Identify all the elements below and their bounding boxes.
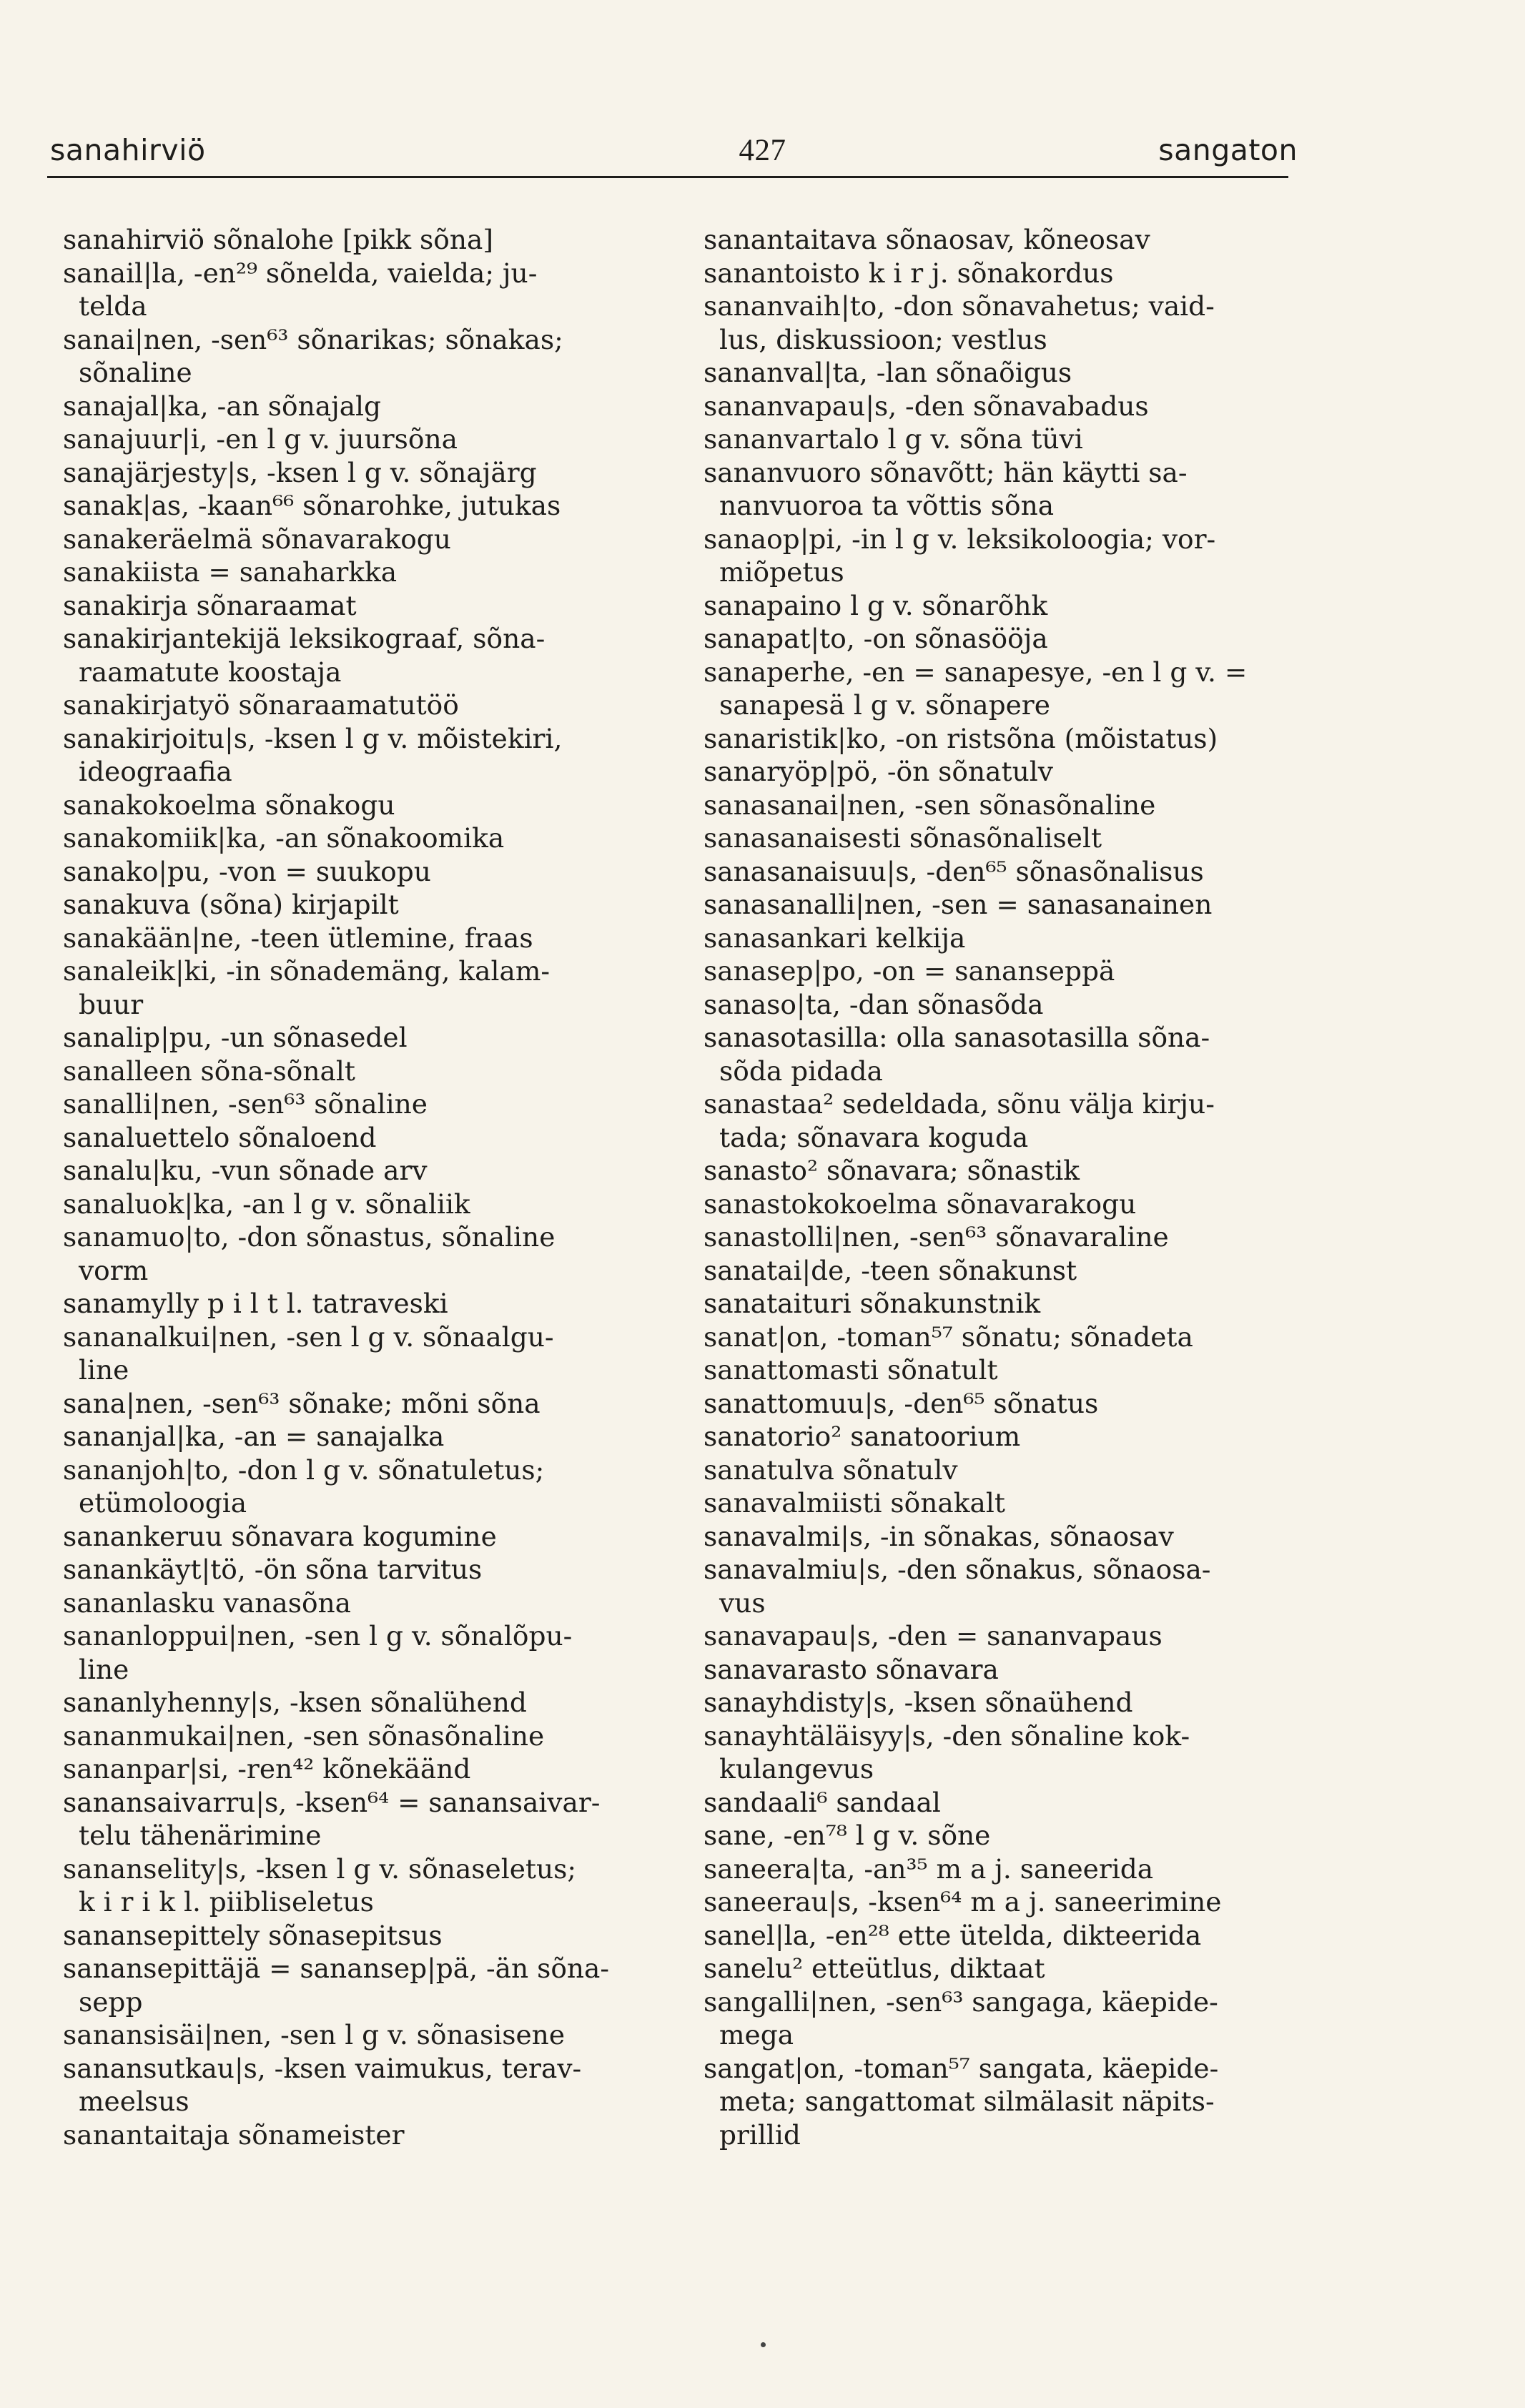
dictionary-entry: [63, 1752, 649, 1786]
entry-line: sanattomasti sõnatult: [704, 1354, 998, 1386]
dictionary-entry: [63, 390, 649, 423]
entry-line: sanamylly p i l t l. tatraveski: [63, 1288, 448, 1319]
entry-line: sangat|on, -toman⁵⁷ sangata, käepide-: [704, 2052, 1219, 2084]
entry-line: sanakomiik|ka, -an sõnakoomika: [63, 822, 505, 854]
entry-line: sanapat|to, -on sõnasööja: [704, 623, 1048, 654]
dictionary-entry: [63, 1021, 649, 1055]
entry-line: sanakokoelma sõnakogu: [63, 789, 395, 821]
dictionary-entry: [704, 1686, 1290, 1719]
entry-continuation: tada; sõnavara koguda: [719, 1121, 1029, 1153]
entry-line: sananvaih|to, -don sõnavahetus; vaid-: [704, 290, 1215, 322]
entry-line: sanatorio² sanatoorium: [704, 1421, 1021, 1452]
entry-line: sanankeruu sõnavara kogumine: [63, 1520, 497, 1552]
entry-line: sananalkui|nen, -sen l g v. sõnaalgu-: [63, 1321, 554, 1353]
dictionary-entry: [63, 888, 649, 922]
entry-line: sanelu² etteütlus, diktaat: [704, 1953, 1045, 1984]
dictionary-entry: [704, 1220, 1290, 1254]
dictionary-entry: [63, 1952, 649, 2018]
entry-line: sanansaivarru|s, -ksen⁶⁴ = sanansaivar-: [63, 1786, 601, 1818]
entry-line: sanat|on, -toman⁵⁷ sõnatu; sõnadeta: [704, 1321, 1193, 1353]
entry-line: sanako|pu, -von = suukopu: [63, 855, 431, 887]
entry-line: sanatai|de, -teen sõnakunst: [704, 1254, 1077, 1286]
dictionary-entry: [704, 821, 1290, 855]
entry-line: sane, -en⁷⁸ l g v. sõne: [704, 1820, 991, 1851]
entry-line: sanasankari kelkija: [704, 922, 966, 954]
dictionary-entry: [704, 1819, 1290, 1852]
dictionary-entry: [704, 456, 1290, 523]
dictionary-entry: [704, 1021, 1290, 1087]
dictionary-entry: [63, 1919, 649, 1953]
entry-line: sanakään|ne, -teen ütlemine, fraas: [63, 922, 533, 954]
dictionary-entry: [63, 855, 649, 889]
dictionary-entry: [63, 922, 649, 955]
entry-line: sanankäyt|tö, -ön sõna tarvitus: [63, 1554, 483, 1585]
entry-line: sanaluok|ka, -an l g v. sõnaliik: [63, 1188, 470, 1220]
entry-line: sanaryöp|pö, -ön sõnatulv: [704, 756, 1053, 787]
dictionary-entry: [63, 523, 649, 556]
dictionary-entry: [704, 1852, 1290, 1886]
entry-continuation: lus, diskussioon; vestlus: [719, 323, 1047, 355]
entry-line: sanataituri sõnakunstnik: [704, 1288, 1041, 1319]
dictionary-entry: [63, 1387, 649, 1421]
dictionary-entry: [704, 988, 1290, 1022]
dictionary-entry: [63, 2018, 649, 2052]
entry-continuation: miõpetus: [719, 556, 844, 588]
entry-continuation: nanvuoroa ta võttis sõna: [719, 490, 1055, 521]
entry-line: sanamuo|to, -don sõnastus, sõnaline: [63, 1221, 556, 1253]
dictionary-entry: [704, 1719, 1290, 1786]
entry-line: sanasto² sõnavara; sõnastik: [704, 1155, 1080, 1186]
dictionary-entry: [704, 2052, 1290, 2152]
entry-line: sanasanai|nen, -sen sõnasõnaline: [704, 789, 1156, 821]
dictionary-entry: [704, 1520, 1290, 1554]
entry-line: sanantaitaja sõnameister: [63, 2118, 405, 2151]
entry-continuation: buur: [79, 988, 144, 1020]
dictionary-entry: [704, 1786, 1290, 1820]
dictionary-entry: [704, 1885, 1290, 1919]
entry-line: sanastokokoelma sõnavarakogu: [704, 1188, 1137, 1220]
entry-line: sanavalmiisti sõnakalt: [704, 1487, 1005, 1519]
dictionary-entry: [704, 523, 1290, 589]
entry-line: saneera|ta, -an³⁵ m a j. saneerida: [704, 1852, 1154, 1885]
dictionary-entry: [63, 2118, 649, 2152]
dictionary-entry: [704, 1188, 1290, 1221]
entry-line: sanaop|pi, -in l g v. leksikoloogia; vor-: [704, 523, 1216, 555]
left-column: [63, 223, 649, 2151]
dictionary-entry: [63, 1121, 649, 1155]
entry-continuation: line: [79, 1354, 129, 1386]
entry-line: sanasanaisesti sõnasõnaliselt: [704, 822, 1102, 854]
dictionary-entry: [63, 1520, 649, 1554]
dictionary-entry: [704, 390, 1290, 423]
dictionary-entry: [63, 1686, 649, 1719]
entry-line: sanavalmi|s, -in sõnakas, sõnaosav: [704, 1520, 1174, 1552]
entry-continuation: meta; sangattomat silmälasit näpits-: [719, 2086, 1215, 2117]
entry-line: sanail|la, -en²⁹ sõnelda, vaielda; ju-: [63, 257, 538, 289]
page-number: 427: [739, 134, 786, 167]
entry-continuation: k i r i k l. piibliseletus: [79, 1886, 374, 1918]
dictionary-entry: [63, 954, 649, 1021]
entry-line: sanasanaisuu|s, -den⁶⁵ sõnasõnalisus: [704, 855, 1204, 887]
dictionary-entry: [704, 1287, 1290, 1321]
entry-line: sanasotasilla: olla sanasotasilla sõna-: [704, 1022, 1210, 1053]
entry-line: sanajuur|i, -en l g v. juursõna: [63, 423, 458, 455]
dictionary-entry: [63, 1852, 649, 1919]
dictionary-entry: [63, 257, 649, 323]
dictionary-entry: [704, 1087, 1290, 1154]
dictionary-entry: [704, 789, 1290, 822]
entry-line: sananvuoro sõnavõtt; hän käytti sa-: [704, 456, 1188, 488]
dictionary-entry: [704, 1387, 1290, 1421]
entry-line: sananmukai|nen, -sen sõnasõnaline: [63, 1719, 545, 1752]
entry-line: sanalu|ku, -vun sõnade arv: [63, 1155, 428, 1186]
dictionary-entry: [63, 1287, 649, 1321]
dictionary-entry: [704, 1353, 1290, 1387]
running-head-left: sanahirviö: [50, 133, 206, 167]
entry-line: sanayhdisty|s, -ksen sõnaühend: [704, 1687, 1133, 1718]
dictionary-entry: [63, 1055, 649, 1088]
dictionary-entry: [704, 290, 1290, 356]
entry-line: sanajal|ka, -an sõnajalg: [63, 390, 382, 422]
dictionary-entry: [63, 223, 649, 257]
dictionary-entry: [704, 1985, 1290, 2052]
entry-line: sananlasku vanasõna: [63, 1587, 352, 1619]
dictionary-entry: [704, 1420, 1290, 1454]
entry-line: sanakirjatyö sõnaraamatutöö: [63, 689, 459, 721]
dictionary-entry: [63, 1420, 649, 1454]
entry-line: sananvapau|s, -den sõnavabadus: [704, 390, 1149, 422]
dictionary-entry: [63, 1719, 649, 1753]
entry-line: sanaso|ta, -dan sõnasõda: [704, 988, 1044, 1020]
dictionary-entry: [63, 1321, 649, 1387]
entry-line: saneerau|s, -ksen⁶⁴ m a j. saneerimine: [704, 1886, 1222, 1918]
running-head-right: sangaton: [1158, 133, 1298, 167]
dictionary-entry: [63, 622, 649, 689]
dictionary-entry: [63, 722, 649, 789]
entry-line: sanayhtäläisyy|s, -den sõnaline kok-: [704, 1719, 1190, 1752]
entry-continuation: telda: [79, 290, 147, 322]
entry-line: sananjal|ka, -an = sanajalka: [63, 1421, 445, 1452]
entry-line: sananselity|s, -ksen l g v. sõnaseletus;: [63, 1852, 577, 1885]
entry-line: sanattomuu|s, -den⁶⁵ sõnatus: [704, 1387, 1099, 1419]
dictionary-entry: [704, 656, 1290, 722]
dictionary-entry: [704, 922, 1290, 955]
entry-continuation: mega: [719, 2019, 794, 2051]
entry-line: sanakuva (sõna) kirjapilt: [63, 889, 399, 920]
dictionary-entry: [63, 1220, 649, 1287]
dictionary-entry: [704, 1154, 1290, 1188]
entry-line: sanansepittäjä = sanansep|pä, -än sõna-: [63, 1953, 610, 1984]
entry-line: sanansisäi|nen, -sen l g v. sõnasisene: [63, 2019, 566, 2051]
entry-line: sanastolli|nen, -sen⁶³ sõnavaraline: [704, 1221, 1169, 1253]
dictionary-entry: [63, 821, 649, 855]
dictionary-entry: [63, 1454, 649, 1520]
dictionary-entry: [63, 1087, 649, 1121]
entry-line: sananvartalo l g v. sõna tüvi: [704, 423, 1083, 455]
entry-line: sanalip|pu, -un sõnasedel: [63, 1022, 408, 1053]
header-rule: [47, 176, 1288, 178]
dictionary-entry: [704, 1919, 1290, 1953]
entry-line: sanahirviö sõnalohe [pikk sõna]: [63, 224, 493, 255]
entry-line: sanansepittely sõnasepitsus: [63, 1919, 443, 1951]
entry-line: sanaristik|ko, -on ristsõna (mõistatus): [704, 722, 1218, 754]
entry-continuation: raamatute koostaja: [79, 656, 342, 688]
entry-line: sanasep|po, -on = sananseppä: [704, 955, 1115, 987]
entry-continuation: sõda pidada: [719, 1055, 883, 1087]
entry-continuation: sepp: [79, 1985, 143, 2018]
dictionary-entry: [704, 1653, 1290, 1687]
entry-line: sanak|as, -kaan⁶⁶ sõnarohke, jutukas: [63, 490, 561, 521]
entry-line: sanavapau|s, -den = sananvapaus: [704, 1620, 1163, 1652]
entry-line: sanastaa² sedeldada, sõnu välja kirju-: [704, 1088, 1215, 1120]
entry-continuation: sõnaline: [79, 357, 192, 388]
dictionary-entry: [63, 1587, 649, 1620]
entry-continuation: telu tähenärimine: [79, 1820, 322, 1851]
dictionary-entry: [63, 556, 649, 589]
dictionary-entry: [63, 489, 649, 523]
dictionary-entry: [63, 1619, 649, 1686]
entry-line: sanantoisto k i r j. sõnakordus: [704, 257, 1114, 289]
dictionary-entry: [704, 1619, 1290, 1653]
entry-line: sananloppui|nen, -sen l g v. sõnalõpu-: [63, 1620, 573, 1652]
dictionary-entry: [63, 1553, 649, 1587]
dictionary-entry: [704, 1952, 1290, 1985]
dictionary-entry: [63, 456, 649, 490]
entry-line: sanajärjesty|s, -ksen l g v. sõnajärg: [63, 456, 537, 488]
entry-line: sanaluettelo sõnaloend: [63, 1121, 377, 1153]
entry-line: sanasanalli|nen, -sen = sanasanainen: [704, 889, 1213, 920]
dictionary-entry: [704, 1553, 1290, 1619]
entry-continuation: kulangevus: [719, 1753, 874, 1785]
dictionary-entry: [704, 622, 1290, 656]
entry-line: sanalleen sõna-sõnalt: [63, 1055, 355, 1087]
entry-line: sanakirja sõnaraamat: [63, 589, 357, 621]
entry-line: sanatulva sõnatulv: [704, 1454, 958, 1486]
dictionary-entry: [63, 1786, 649, 1852]
dictionary-entry: [63, 1154, 649, 1188]
right-column: [704, 223, 1290, 2151]
entry-line: sanel|la, -en²⁸ ette ütelda, dikteerida: [704, 1919, 1202, 1951]
dictionary-entry: [63, 689, 649, 722]
dictionary-entry: [704, 423, 1290, 456]
dictionary-entry: [63, 423, 649, 456]
dictionary-entry: [704, 1486, 1290, 1520]
entry-continuation: sanapesä l g v. sõnapere: [719, 689, 1050, 721]
entry-line: sanansutkau|s, -ksen vaimukus, terav-: [63, 2052, 582, 2084]
entry-line: sananlyhenny|s, -ksen sõnalühend: [63, 1687, 527, 1718]
entry-line: sanalli|nen, -sen⁶³ sõnaline: [63, 1088, 428, 1120]
entry-line: sanavarasto sõnavara: [704, 1653, 999, 1685]
entry-continuation: vus: [719, 1587, 766, 1619]
dictionary-entry: [63, 589, 649, 623]
entry-continuation: etümoloogia: [79, 1487, 247, 1519]
dictionary-entry: [704, 223, 1290, 257]
entry-line: sangalli|nen, -sen⁶³ sangaga, käepide-: [704, 1985, 1218, 2018]
dictionary-entry: [704, 257, 1290, 290]
dictionary-entry: [63, 789, 649, 822]
dictionary-entry: [704, 356, 1290, 390]
dictionary-entry: [63, 1188, 649, 1221]
entry-line: sananval|ta, -lan sõnaõigus: [704, 357, 1072, 388]
dictionary-entry: [63, 323, 649, 390]
entry-continuation: prillid: [719, 2118, 801, 2151]
entry-line: sanaperhe, -en = sanapesye, -en l g v. =: [704, 656, 1248, 688]
dictionary-entry: [704, 954, 1290, 988]
dictionary-entry: [704, 722, 1290, 756]
entry-line: sanakeräelmä sõnavarakogu: [63, 523, 451, 555]
entry-line: sanakirjantekijä leksikograaf, sõna-: [63, 623, 546, 654]
entry-line: sanai|nen, -sen⁶³ sõnarikas; sõnakas;: [63, 323, 563, 355]
dictionary-entry: [704, 589, 1290, 623]
entry-line: sanakiista = sanaharkka: [63, 556, 398, 588]
dictionary-entry: [704, 855, 1290, 889]
entry-continuation: ideograafia: [79, 756, 232, 787]
page-dot: [761, 2342, 766, 2347]
entry-continuation: line: [79, 1653, 129, 1685]
dictionary-entry: [63, 2052, 649, 2118]
entry-line: sananjoh|to, -don l g v. sõnatuletus;: [63, 1454, 545, 1486]
dictionary-entry: [704, 888, 1290, 922]
entry-line: sanakirjoitu|s, -ksen l g v. mõistekiri,: [63, 722, 563, 754]
dictionary-entry: [704, 1454, 1290, 1487]
entry-line: sanavalmiu|s, -den sõnakus, sõnaosa-: [704, 1554, 1211, 1585]
dictionary-entry: [704, 1254, 1290, 1288]
entry-line: sananpar|si, -ren⁴² kõnekäänd: [63, 1753, 471, 1785]
entry-continuation: meelsus: [79, 2086, 189, 2117]
entry-line: sanantaitava sõnaosav, kõneosav: [704, 224, 1150, 255]
entry-continuation: vorm: [79, 1254, 149, 1286]
entry-line: sana|nen, -sen⁶³ sõnake; mõni sõna: [63, 1387, 541, 1419]
entry-line: sanapaino l g v. sõnarõhk: [704, 589, 1048, 621]
entry-line: sanaleik|ki, -in sõnademäng, kalam-: [63, 955, 551, 987]
entry-line: sandaali⁶ sandaal: [704, 1786, 941, 1818]
dictionary-entry: [704, 1321, 1290, 1354]
dictionary-entry: [704, 755, 1290, 789]
